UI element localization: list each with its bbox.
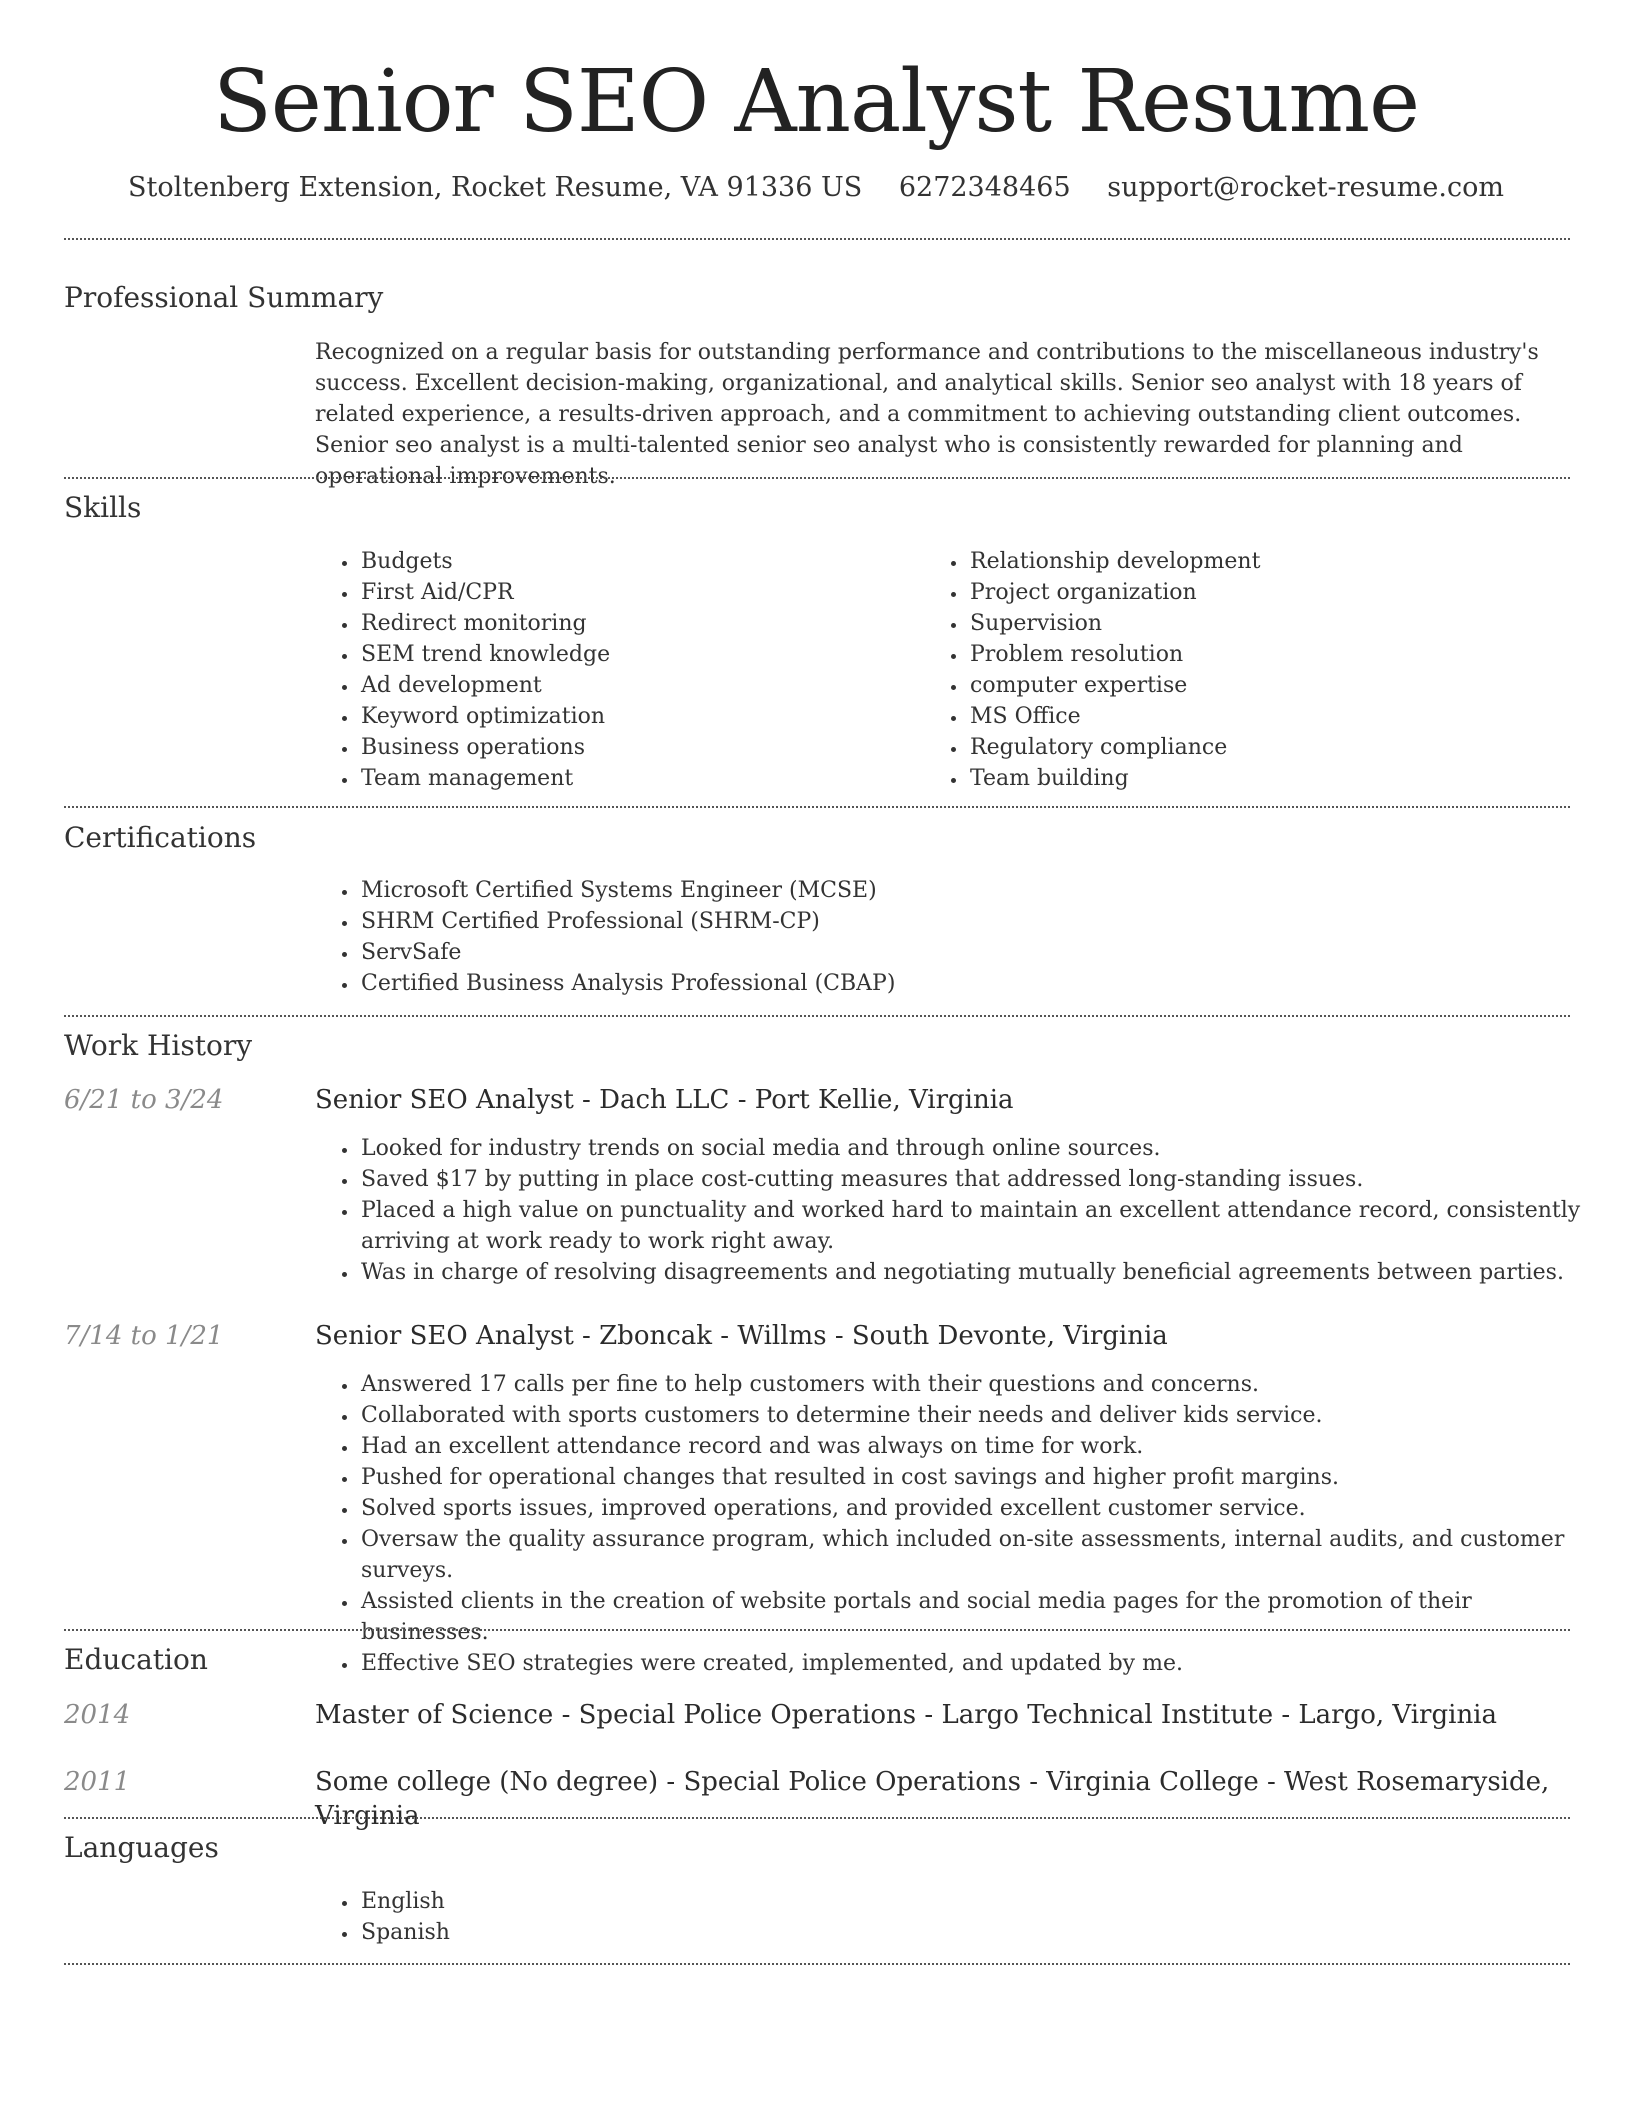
list-item: • Collaborated with sports customers to determine their needs and deliver kids service. xyxy=(359,1400,1599,1431)
list-item: • Team building xyxy=(968,763,1568,794)
list-item: • Ad development xyxy=(359,670,919,701)
summary-text: Recognized on a regular basis for outstanding performance and contributions to the miscellaneous industry's success. Excellent decision-making, organizational, and analytical skills. Senior seo analyst with 18 years of related experience, a results-driven approach, and a commitment to achieving outstanding client outcomes. Senior seo analyst is a multi-talented senior seo analyst who is consistently rewarded for planning and operational improvements. xyxy=(315,340,1539,489)
list-item: • SEM trend knowledge xyxy=(359,639,919,670)
list-item: • ServSafe xyxy=(359,937,1599,968)
education-year: 2014 xyxy=(64,1700,131,1730)
list-item: • Problem resolution xyxy=(968,639,1568,670)
section-divider xyxy=(64,1817,1570,1819)
contact-email: support@rocket-resume.com xyxy=(1107,172,1504,203)
list-item: • Relationship development xyxy=(968,546,1568,577)
education-school: - Virginia College - West Rosemaryside, Virginia xyxy=(315,1767,1550,1831)
list-item: • Saved $17 by putting in place cost-cutting measures that addressed long-standing issues. xyxy=(359,1164,1599,1195)
section-divider xyxy=(64,806,1570,808)
education-entry xyxy=(315,1698,1497,1732)
education-entry xyxy=(315,1765,1632,1833)
job-bullets xyxy=(315,1369,1599,1679)
list-item: • Budgets xyxy=(359,546,919,577)
list-item: • Project organization xyxy=(968,577,1568,608)
list-item: • Answered 17 calls per fine to help customers with their questions and concerns. xyxy=(359,1369,1599,1400)
summary-heading: Professional Summary xyxy=(64,281,384,314)
list-item: • Had an excellent attendance record and was always on time for work. xyxy=(359,1431,1599,1462)
section-divider xyxy=(64,1015,1570,1017)
list-item: • Team management xyxy=(359,763,919,794)
list-item: • computer expertise xyxy=(968,670,1568,701)
list-item: • Microsoft Certified Systems Engineer (MCSE) xyxy=(359,875,1599,906)
skills-heading: Skills xyxy=(64,491,142,524)
contact-line xyxy=(0,170,1632,206)
skills-list-left xyxy=(315,546,919,794)
skills-list-right xyxy=(924,546,1568,794)
list-item: • Oversaw the quality assurance program, which included on-site assessments, internal audits, and customer surveys. xyxy=(359,1524,1599,1586)
list-item: • Business operations xyxy=(359,732,919,763)
languages-list xyxy=(315,1886,959,1948)
job-dates: 7/14 to 1/21 xyxy=(64,1321,224,1351)
education-heading: Education xyxy=(64,1643,208,1676)
list-item: • Was in charge of resolving disagreements and negotiating mutually beneficial agreements between parties. xyxy=(359,1257,1599,1288)
section-divider xyxy=(64,1963,1570,1965)
contact-phone: 6272348465 xyxy=(898,172,1071,203)
list-item: • First Aid/CPR xyxy=(359,577,919,608)
job-bullets xyxy=(315,1133,1599,1288)
resume-title: Senior SEO Analyst Resume xyxy=(213,52,1419,152)
list-item: • Effective SEO strategies were created, implemented, and updated by me. xyxy=(359,1648,1599,1679)
education-year: 2011 xyxy=(64,1767,131,1797)
list-item: • Redirect monitoring xyxy=(359,608,919,639)
education-school: - Largo Technical Institute - Largo, Virginia xyxy=(916,1700,1498,1730)
list-item: • Looked for industry trends on social media and through online sources. xyxy=(359,1133,1599,1164)
certifications-list xyxy=(315,875,1599,999)
section-divider xyxy=(64,477,1570,479)
section-divider xyxy=(64,238,1570,240)
list-item: • Spanish xyxy=(359,1917,959,1948)
list-item: • Solved sports issues, improved operations, and provided excellent customer service. xyxy=(359,1493,1599,1524)
list-item: • MS Office xyxy=(968,701,1568,732)
list-item: • Assisted clients in the creation of website portals and social media pages for the promotion of their businesses. xyxy=(359,1586,1599,1648)
job-title: Senior SEO Analyst - Zboncak - Willms - South Devonte, Virginia xyxy=(315,1321,1168,1351)
list-item: • Certified Business Analysis Professional (CBAP) xyxy=(359,968,1599,999)
languages-heading: Languages xyxy=(64,1831,219,1864)
job-title: Senior SEO Analyst - Dach LLC - Port Kellie, Virginia xyxy=(315,1085,1014,1115)
certifications-heading: Certifications xyxy=(64,821,257,854)
education-degree: Some college (No degree) - Special Police Operations xyxy=(315,1767,1021,1797)
list-item: • Supervision xyxy=(968,608,1568,639)
section-divider xyxy=(64,1629,1570,1631)
contact-address: Stoltenberg Extension, Rocket Resume, VA 91336 US xyxy=(128,172,863,203)
list-item: • Regulatory compliance xyxy=(968,732,1568,763)
education-degree: Master of Science - Special Police Operations xyxy=(315,1700,917,1730)
list-item: • SHRM Certified Professional (SHRM-CP) xyxy=(359,906,1599,937)
list-item: • Placed a high value on punctuality and worked hard to maintain an excellent attendance record, consistently arriving at work ready to work right away. xyxy=(359,1195,1599,1257)
work-heading: Work History xyxy=(64,1029,253,1062)
list-item: • Pushed for operational changes that resulted in cost savings and higher profit margins. xyxy=(359,1462,1599,1493)
job-dates: 6/21 to 3/24 xyxy=(64,1085,224,1115)
list-item: • English xyxy=(359,1886,959,1917)
list-item: • Keyword optimization xyxy=(359,701,919,732)
